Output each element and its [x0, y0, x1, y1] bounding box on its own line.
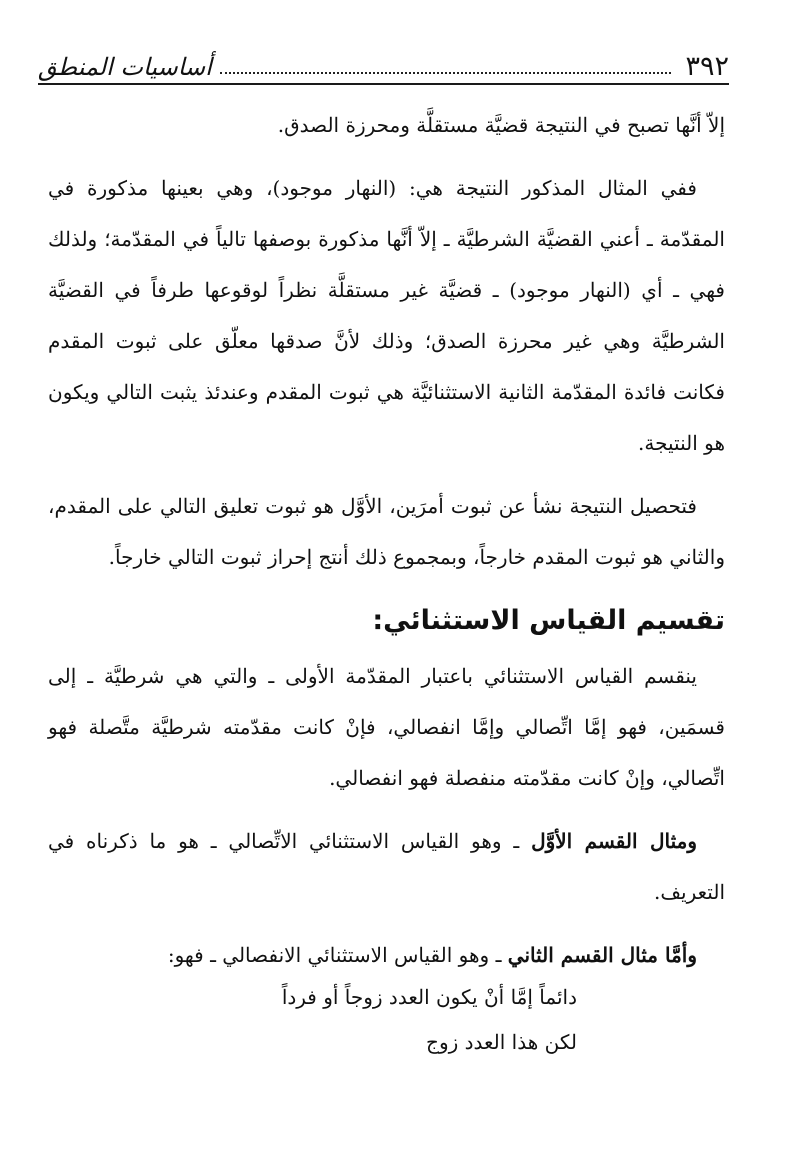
paragraph-result-summary: فتحصيل النتيجة نشأ عن ثبوت أمرَين، الأوَّل هو ثبوت تعليق التالي على المقدم، والثاني هو ثبوت المقدم خارجاً، وبمجموع ذلك أنتج إحراز ثبوت التالي خارجاً.	[48, 494, 725, 569]
first-type-text: ـ وهو القياس الاستثنائي الاتِّصالي ـ هو ما ذكرناه في التعريف.	[48, 829, 725, 904]
page-header	[38, 42, 729, 82]
page-number: ٣٩٢	[685, 51, 729, 82]
paragraph-continuation: إلاّ أنَّها تصبح في النتيجة قضيَّة مستقلَّة ومحرزة الصدق.	[277, 113, 725, 137]
paragraph-example-explanation: ففي المثال المذكور النتيجة هي: (النهار موجود)، وهي بعينها مذكورة في المقدّمة ـ أعني القضيَّة الشرطيَّة ـ إلاّ أنَّها مذكورة بوصفها تالياً في المقدّمة؛ ولذلك فهي ـ أي (النهار موجود) ـ قضيَّة غير مستقلَّة نظراً لوقوعها طرفاً في القضيَّة الشرطيَّة وهي غير محرزة الصدق؛ وذلك لأنَّ صدقها معلّق على ثبوت المقدم فكانت فائدة المقدّمة الثانية الاستثنائيَّة هي ثبوت المقدم وعندئذ يثبت التالي ويكون هو النتيجة.	[48, 176, 725, 455]
paragraph-second-type	[48, 930, 725, 981]
header-leader-dots	[220, 72, 672, 74]
paragraph-division-intro: ينقسم القياس الاستثنائي باعتبار المقدّمة الأولى ـ والتي هي شرطيَّة ـ إلى قسمَين، فهو إمَّا اتِّصالي وإمَّا انفصالي، فإنْ كانت مقدّمته شرطيَّة متَّصلة فهو اتِّصالي، وإنْ كانت مقدّمته منفصلة فهو انفصالي.	[48, 664, 725, 790]
section-heading: تقسيم القياس الاستثنائي:	[372, 605, 725, 636]
second-type-lead: وأمَّا مثال القسم الثاني	[507, 943, 697, 967]
example-premise-2: لكن هذا العدد زوج	[426, 1030, 577, 1054]
running-title: أساسيات المنطق	[38, 53, 212, 81]
header-rule	[38, 83, 729, 85]
example-syllogism	[48, 975, 725, 1065]
second-type-text: ـ وهو القياس الاستثنائي الانفصالي ـ فهو:	[167, 943, 508, 967]
paragraph-first-type	[48, 816, 725, 918]
first-type-lead: ومثال القسم الأوَّل	[531, 829, 698, 853]
page-body	[48, 100, 725, 1065]
example-premise-1: دائماً إمَّا أنْ يكون العدد زوجاً أو فرداً	[281, 985, 577, 1009]
